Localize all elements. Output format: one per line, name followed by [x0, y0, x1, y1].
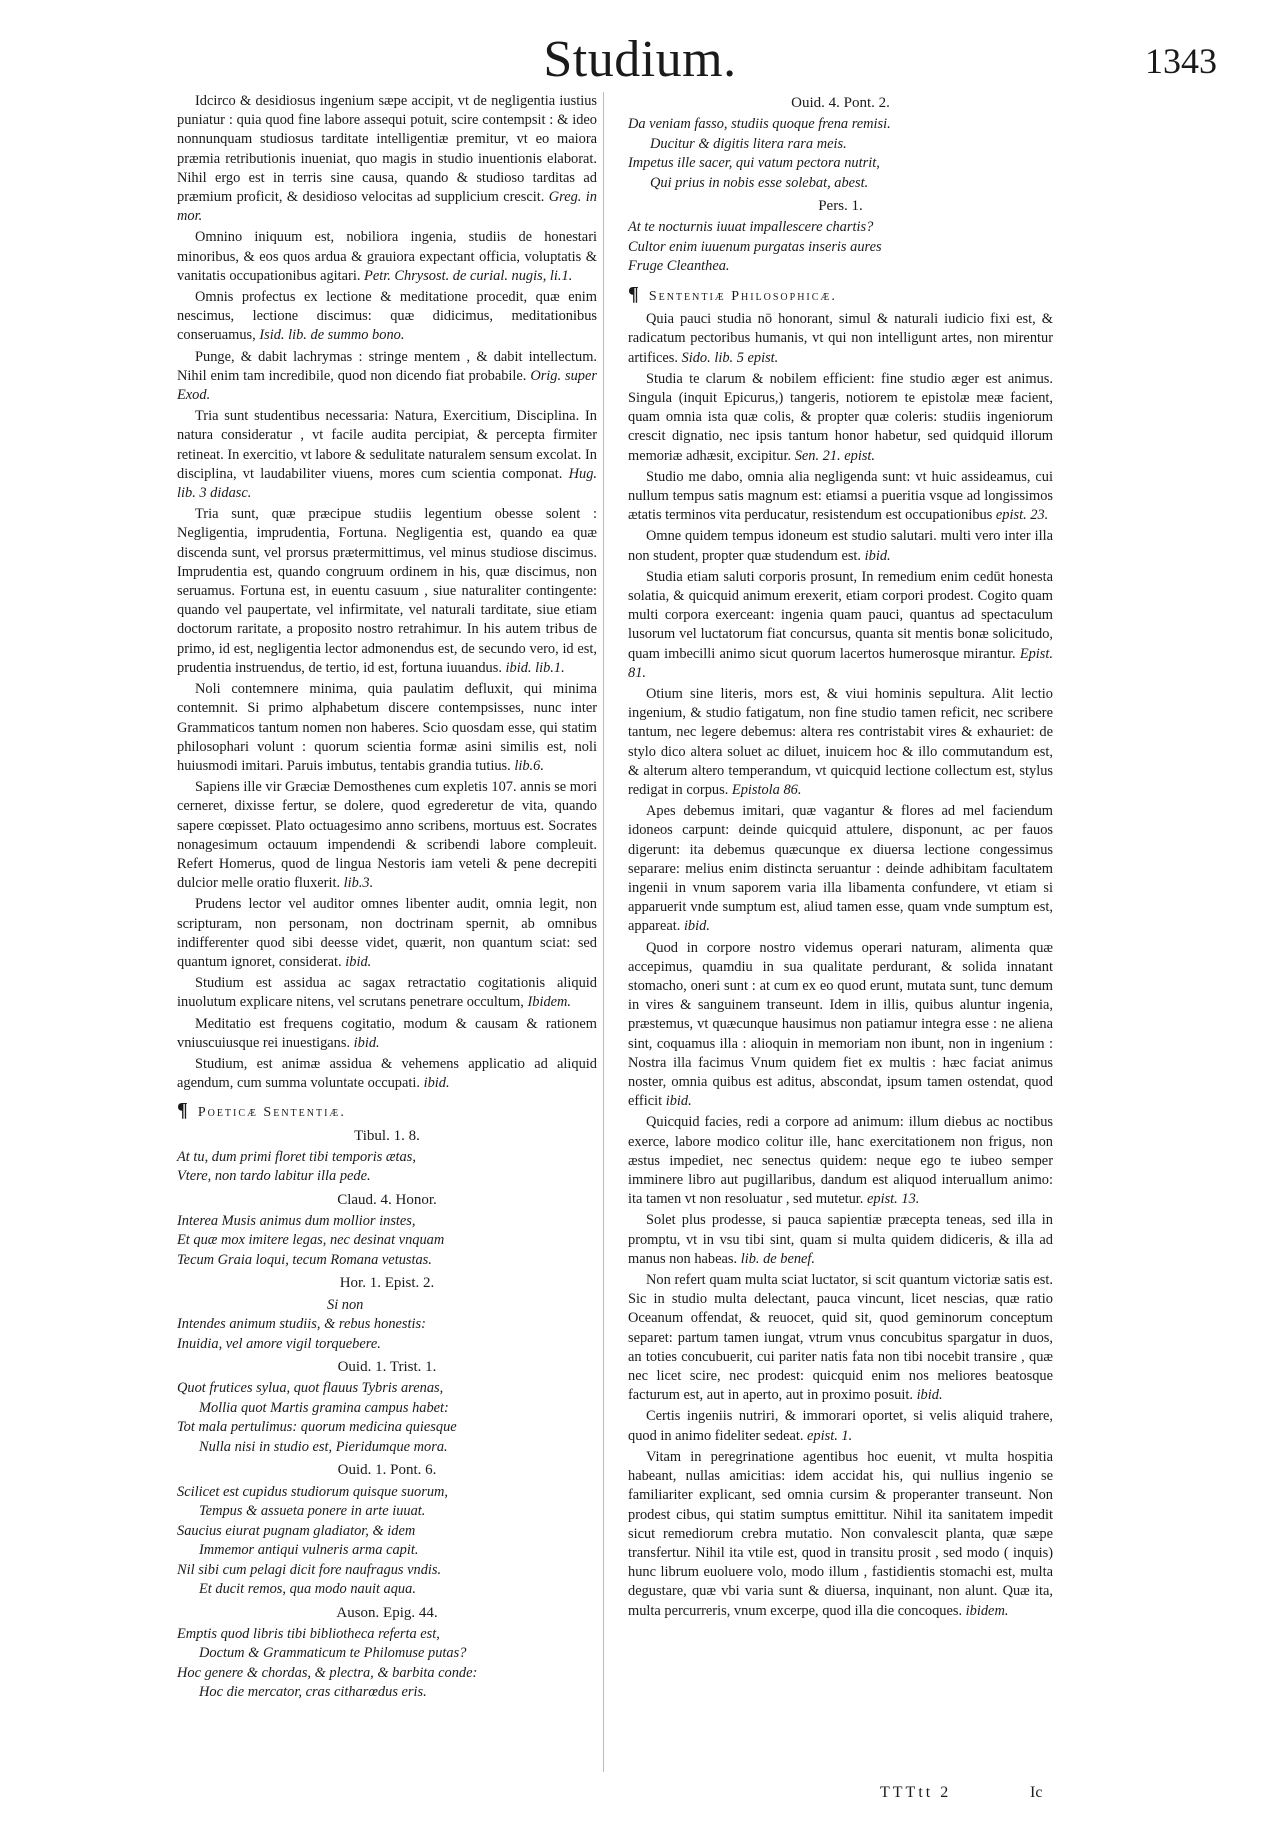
- citation: epist. 23.: [995, 507, 1049, 524]
- paragraph: [177, 895, 597, 972]
- verse-line: Ducitur & digitis litera rara meis.: [650, 135, 847, 152]
- citation: ibid.: [683, 918, 710, 935]
- paragraph: [177, 680, 597, 776]
- page-number: 1343: [1145, 41, 1217, 81]
- verse-line: Nil sibi cum pelagi dicit fore naufragus vndis.: [177, 1561, 442, 1578]
- citation: lib.6.: [514, 757, 544, 774]
- citation: ibidem.: [965, 1602, 1009, 1619]
- citation: Isid. lib. de summo bono.: [259, 327, 405, 344]
- right-verse-block: [628, 94, 1053, 277]
- paragraph: [628, 1113, 1053, 1209]
- verse-quotation: [177, 1604, 597, 1703]
- paragraph: [628, 1407, 1053, 1445]
- paragraph: [628, 370, 1053, 466]
- verse-line: Qui prius in nobis esse solebat, abest.: [650, 174, 869, 191]
- paragraph-text: Studium, est animæ assidua & vehemens applicatio ad aliquid agendum, cum summa voluntate occupati.: [177, 1055, 597, 1092]
- left-column: [177, 92, 597, 1707]
- verse-line: Hoc die mercator, cras citharœdus eris.: [199, 1684, 427, 1701]
- verse-line: Interea Musis animus dum mollior instes,: [177, 1212, 416, 1229]
- verse-line: At tu, dum primi floret tibi temporis ætas,: [177, 1148, 416, 1165]
- signature-mark: TTTtt 2: [880, 1784, 952, 1801]
- section-title: Sententiæ Philosophicæ.: [648, 288, 837, 304]
- citation: ibid.: [423, 1075, 450, 1092]
- paragraph-text: Noli contemnere minima, quia paulatim defluxit, qui minima contemnit. Si primo alphabetum discere contempsisses, nunc inter Grammaticos tantum nomen non haberes. Scio quosdam esse, qui statim philosophari volunt : quorum scientia formæ asini similis est, noli huiusmodi imitari. Paruis imbutus, tentabis grandia tutius.: [177, 681, 597, 774]
- paragraph-text: Certis ingeniis nutriri, & immorari oportet, si velis aliquid trahere, quod in animo fideliter sedeat.: [628, 1408, 1053, 1444]
- running-head-title: Studium.: [543, 31, 737, 88]
- paragraph-text: Omnis profectus ex lectione & meditatione procedit, quæ enim nescimus, lectione discimus: quæ didicimus, meditationibus conseruamus,: [177, 289, 597, 344]
- paragraph: [628, 685, 1053, 800]
- paragraph: [628, 939, 1053, 1112]
- pilcrow-icon: ¶: [628, 282, 641, 305]
- verse-quotation: [628, 94, 1053, 193]
- verse-source: Pers. 1.: [818, 198, 863, 215]
- catchword: Ic: [1030, 1784, 1043, 1801]
- paragraph: [177, 228, 597, 286]
- paragraph: [177, 407, 597, 503]
- verse-source: Ouid. 1. Pont. 6.: [337, 1462, 437, 1479]
- left-verse-block: [177, 1127, 597, 1703]
- verse-line: Intendes animum studiis, & rebus honestis:: [177, 1316, 426, 1333]
- paragraph-text: Prudens lector vel auditor omnes libenter audit, omnia legit, non scripturam, non personam, non doctrinam spernit, ab omnibus indifferenter quod sibi deesse videt, quærit, non quantum sciat: sed quantum ignoret, considerat.: [177, 896, 597, 970]
- verse-quotation: [628, 197, 1053, 277]
- verse-line: Tecum Graia loqui, tecum Romana vetustas.: [177, 1251, 432, 1268]
- verse-quotation: [177, 1358, 597, 1457]
- citation: Sen. 21. epist.: [794, 447, 876, 464]
- paragraph-text: Idcirco & desidiosus ingenium sæpe accipit, vt de negligentia iustius puniatur : quia quod fine labore assequi potuit, scire contempsit : & ideo nonnunquam studiosus tarditate intelligentiæ premitur, vt eo maiora præmia retributionis inueniat, quo magis in studio inuentionis elaborat. Nihil ergo est in terris sine causa, quando & studioso tarditas ad præmium proficit, & desidioso velocitas ad supplicium crescit.: [177, 93, 597, 206]
- citation: Ibidem.: [527, 994, 572, 1011]
- verse-line: Doctum & Grammaticum te Philomuse putas?: [199, 1645, 467, 1662]
- paragraph-text: Meditatio est frequens cogitatio, modum & causam & rationem vniuscuiusque rei inuestigans.: [177, 1015, 597, 1051]
- paragraph-text: Tria sunt, quæ præcipue studiis legentium obesse solent : Negligentia, imprudentia, Fortuna. Negligentia est, quando ea quæ discenda sunt, vel prorsus prætermittimus, vel minus studiose discimus. Imprudentia est, quando congruum ordinem in his, quæ discimus, non seruamus. Fortuna est, in euentu casuum , siue naturaliter contingente: quando vel paupertate, vel infirmitate, vel naturali tarditate, siue etiam doctorum raritate, a proposito nostro retrahimur. In his autem tribus de primo, id est, negligentia lector admonendus est, de secundo vero, id est, prudentia instruendus, de tertio, id est, fortuna iuuandus.: [177, 506, 597, 676]
- verse-line: Et ducit remos, qua modo nauit aqua.: [199, 1581, 416, 1598]
- verse-source: Auson. Epig. 44.: [336, 1604, 438, 1621]
- verse-line: Cultor enim iuuenum purgatas inseris aures: [628, 238, 882, 255]
- paragraph-text: Tria sunt studentibus necessaria: Natura, Exercitium, Disciplina. In natura consideratur , vt facile audita percipiat, & percepta firmiter retineat. In exercitio, vt labore & sedulitate naturalem sensum excolat. In disciplina, vt laudabiliter viuens, mores cum scientia componat.: [177, 408, 597, 482]
- verse-line: Fruge Cleanthea.: [628, 258, 730, 275]
- section-title: Poeticæ Sententiæ.: [197, 1105, 346, 1121]
- citation: Epist. 81.: [628, 645, 1053, 681]
- citation: Orig. super Exod.: [177, 367, 597, 404]
- paragraph: [628, 568, 1053, 683]
- paragraph-text: Quod in corpore nostro videmus operari naturam, alimenta quæ accepimus, quamdiu in sua qualitate perdurant, & solida innatant stomacho, oneri sunt : at cum ex eo quod erunt, mutata sunt, tunc demum in vires & sanguinem transeunt. Idem in illis, quibus aluntur ingenia, præstemus, vt quæcunque hausimus non patiamur integra esse : ne aliena sint, coquamus illa : alioquin in memoriam non ibunt, non in ingenium : Nostra illa facimus Vnum quidem fiet ex multis : hæc faciat animus noster, omnia quibus est aditus, abscondat, ipsum tamen ostendat, quod efficit: [628, 939, 1053, 1110]
- paragraph-text: Sapiens ille vir Græciæ Demosthenes cum expletis 107. annis se mori cerneret, dixisse fertur, se dolere, quod egrederetur de vita, quando sapere cœpisset. Plato octuagesimo anno scribens, mortuus est. Socrates nonagesimum octauum impendendi & scribendi labore compleuit. Refert Homerus, quod de lingua Nestoris iam veteli & pene decrepiti dulcior melle oratio fluxerit.: [177, 779, 597, 892]
- citation: ibid.: [345, 953, 372, 970]
- paragraph-text: Studio me dabo, omnia alia negligenda sunt: vt huic assideamus, cui nullum tempus satis magnum est: etiamsi a pueritia vsque ad longissimos ætatis terminos vita perducatur, resistendum est occupationibus: [628, 468, 1053, 524]
- citation: ibid.: [916, 1387, 943, 1404]
- verse-line: Inuidia, vel amore vigil torquebere.: [177, 1335, 381, 1352]
- paragraph: [177, 92, 597, 226]
- paragraph: [628, 527, 1053, 565]
- paragraph-text: Punge, & dabit lachrymas : stringe mentem , & dabit intellectum. Nihil enim tam incredibile, quod non dicendo fiat probabile.: [177, 348, 597, 384]
- paragraph-text: Studia etiam saluti corporis prosunt, In remedium enim cedūt honesta solatia, & quicquid animum erexerit, etiam corpori prodest. Cogito quam multi corpora exerceant: ingenia quam pauci, quantus ad spectaculum lusorum vel luctatorum fiat concursus, quanta sit mentis bonæ solicitudo, quam imbecilli animo sicut quorum lacertos humerosque mirantur.: [628, 568, 1053, 662]
- citation: ibid.: [353, 1034, 380, 1051]
- paragraph-text: Studium est assidua ac sagax retractatio cogitationis aliquid inuolutum explicare nitens, vel scrutans penetrare occultum,: [177, 975, 597, 1011]
- paragraph: [177, 1015, 597, 1053]
- right-column: [628, 92, 1053, 1623]
- paragraph-text: Apes debemus imitari, quæ vagantur & flores ad mel faciendum idoneos carpunt: deinde quicquid attulere, disponunt, ac per fauos digerunt: ita debemus quæcunque ex diuersa lectione congessimus separare: melius enim distincta seruantur : deinde adhibitam facultatem ingenii in vnum saporem varia illa libamenta confundere, vt etiam si apparuerit vnde sumptum est, aliud tamen esse, quam vnde sumptum est, appareat.: [628, 803, 1053, 935]
- left-prose-block: [177, 92, 597, 1093]
- verse-line: Et quæ mox imitere legas, nec desinat vnquam: [177, 1232, 445, 1249]
- paragraph: [177, 974, 597, 1012]
- verse-line: Scilicet est cupidus studiorum quisque suorum,: [177, 1483, 449, 1500]
- paragraph: [628, 1448, 1053, 1621]
- verse-source: Tibul. 1. 8.: [354, 1127, 420, 1144]
- paragraph: [628, 1271, 1053, 1405]
- verse-line: Mollia quot Martis gramina campus habet:: [199, 1399, 449, 1416]
- verse-quotation: [177, 1461, 597, 1599]
- paragraph-text: Solet plus prodesse, si pauca sapientiæ præcepta teneas, sed illa in promptu, vt in vsu tibi sint, quam si multa quidem didiceris, & illa ad manus non habeas.: [628, 1212, 1053, 1267]
- verse-line: Saucius eiurat pugnam gladiator, & idem: [177, 1522, 416, 1539]
- paragraph-text: Vitam in peregrinatione agentibus hoc euenit, vt multa hospitia habeant, nullas amicitias: idem accidat his, qui nullius ingenio se familiariter explicant, sed omnia cursim & properanter transeunt. Non prodest cibus, qui statim sumptus emittitur. Nihil ita sanitatem impedit sicut remediorum crebra mutatio. Non convalescit planta, quæ sæpe transfertur. Nihil ita vtile est, quod in transitu prosit , sed modo ( inquis) hunc librum euoluere volo, modo illum , fastidientis stomachi est, multa degustare, quæ vbi varia sunt & diuersa, inquinant, non alunt. Quæ ita, multa percurreris, vnum excerpe, quod illa die concoques.: [628, 1448, 1053, 1619]
- pilcrow-icon: ¶: [177, 1099, 190, 1122]
- citation: lib.3.: [343, 875, 374, 892]
- paragraph: [177, 505, 597, 678]
- verse-line: At te nocturnis iuuat impallescere chartis?: [628, 219, 874, 236]
- verse-line: Si non: [327, 1296, 364, 1313]
- verse-line: Tot mala pertulimus: quorum medicina quiesque: [177, 1419, 457, 1436]
- verse-quotation: [177, 1191, 597, 1271]
- citation: lib. de benef.: [740, 1250, 816, 1267]
- column-divider: [603, 92, 604, 1772]
- paragraph-text: Otium sine literis, mors est, & viui hominis sepultura. Alit lectio ingenium, & studio fatigatum, non fine studio tamen reficit, nec scribere tantum, nec legere debemus: altera res contristabit vires & exhauriet: de stylo dico altera soluet ac diluet, inuicem hoc & illo commutandum est, & alterum altero temperandum, vt quicquid lectione collectum est, stylus redigat in corpus.: [628, 685, 1053, 798]
- citation: Greg. in mor.: [177, 189, 598, 225]
- paragraph: [177, 288, 597, 346]
- verse-source: Hor. 1. Epist. 2.: [339, 1275, 435, 1292]
- paragraph-text: Quicquid facies, redi a corpore ad animum: illum diebus ac noctibus exerce, labore modico colitur ille, hanc exercitationem non frigus, non æstus impediet, nec senectus quidem: neque ego te iubeo semper imminere libro aut pugillaribus, dandum est aliquod interuallum animo: ita tamen vt non resoluatur , sed mutetur.: [628, 1114, 1053, 1208]
- verse-source: Ouid. 1. Trist. 1.: [337, 1359, 437, 1376]
- paragraph: [177, 778, 597, 893]
- citation: ibid. lib.1.: [505, 659, 565, 676]
- citation: ibid.: [864, 547, 891, 564]
- citation: ibid.: [665, 1093, 692, 1110]
- paragraph: [628, 468, 1053, 526]
- paragraph: [628, 802, 1053, 936]
- paragraph-text: Studia te clarum & nobilem efficient: fine studio æger est animus. Singula (inquit Epicurus,) tangeris, notiorem te epistolæ meæ facient, quam omnia ista quæ colis, & propter quæ coleris: studiis ingeniorum crescit dignatio, nec ipsis tantum honor habetur, sed quidquid illorum memoriæ adhæsit, excipitur.: [628, 370, 1053, 464]
- right-prose-block: [628, 310, 1053, 1621]
- verse-source: Ouid. 4. Pont. 2.: [791, 95, 890, 111]
- verse-line: Immemor antiqui vulneris arma capit.: [199, 1542, 419, 1559]
- paragraph-text: Omne quidem tempus idoneum est studio salutari. multi vero inter illa non student, propter quæ studendum est.: [628, 528, 1053, 564]
- citation: Epistola 86.: [731, 781, 802, 798]
- citation: epist. 13.: [867, 1191, 920, 1208]
- verse-line: Quot frutices sylua, quot flauus Tybris arenas,: [177, 1380, 444, 1397]
- paragraph: [177, 348, 597, 406]
- section-heading-philosophic: [628, 282, 1053, 306]
- paragraph: [628, 310, 1053, 368]
- verse-line: Emptis quod libris tibi bibliotheca referta est,: [177, 1625, 440, 1642]
- paragraph-text: Non refert quam multa sciat luctator, si scit quantum victoriæ satis est. Sic in studio multa delectant, pauca vincunt, licet nescias, quæ ratio Oceanum offendat, & reuocet, quid sit, quod geminorum conceptum separet: partum tamen iungat, vtrum vnus concubitus spargatur in duos, an toties concubuerit, cui pariter natis fata non tibi nocebit transire , quæ nec licet scire, nec prodest: quicquid enim nos meliores beatosque facturum est, aut in aperto, aut in proximo posuit.: [628, 1272, 1053, 1404]
- verse-line: Vtere, non tardo labitur illa pede.: [177, 1168, 371, 1185]
- paragraph: [177, 1055, 597, 1093]
- verse-line: Tempus & assueta ponere in arte iuuat.: [199, 1503, 426, 1520]
- verse-line: Impetus ille sacer, qui vatum pectora nutrit,: [628, 155, 880, 172]
- citation: epist. 1.: [807, 1427, 853, 1444]
- verse-line: Da veniam fasso, studiis quoque frena remisi.: [628, 116, 891, 133]
- section-heading-poetic: [177, 1101, 597, 1122]
- verse-quotation: [177, 1127, 597, 1187]
- verse-line: Hoc genere & chordas, & plectra, & barbita conde:: [177, 1664, 478, 1681]
- citation: Hug. lib. 3 didasc.: [177, 465, 597, 502]
- citation: Sido. lib. 5 epist.: [681, 349, 779, 366]
- paragraph: [628, 1211, 1053, 1269]
- paragraph-text: Quia pauci studia nō honorant, simul & naturali iudicio fixi est, & radicatum pectoribus humanis, vt qui non intelligunt artes, non mirentur artifices.: [628, 311, 1053, 366]
- verse-quotation: [177, 1274, 597, 1354]
- paragraph-text: Omnino iniquum est, nobiliora ingenia, studiis de honestari minoribus, & eos quos ardua & grauiora expectant officia, voluptatis & vanitatis occupationibus agitari.: [177, 229, 597, 284]
- citation: Petr. Chrysost. de curial. nugis, li.1.: [364, 267, 573, 284]
- verse-line: Nulla nisi in studio est, Pieridumque mora.: [199, 1438, 448, 1455]
- verse-source: Claud. 4. Honor.: [337, 1191, 437, 1208]
